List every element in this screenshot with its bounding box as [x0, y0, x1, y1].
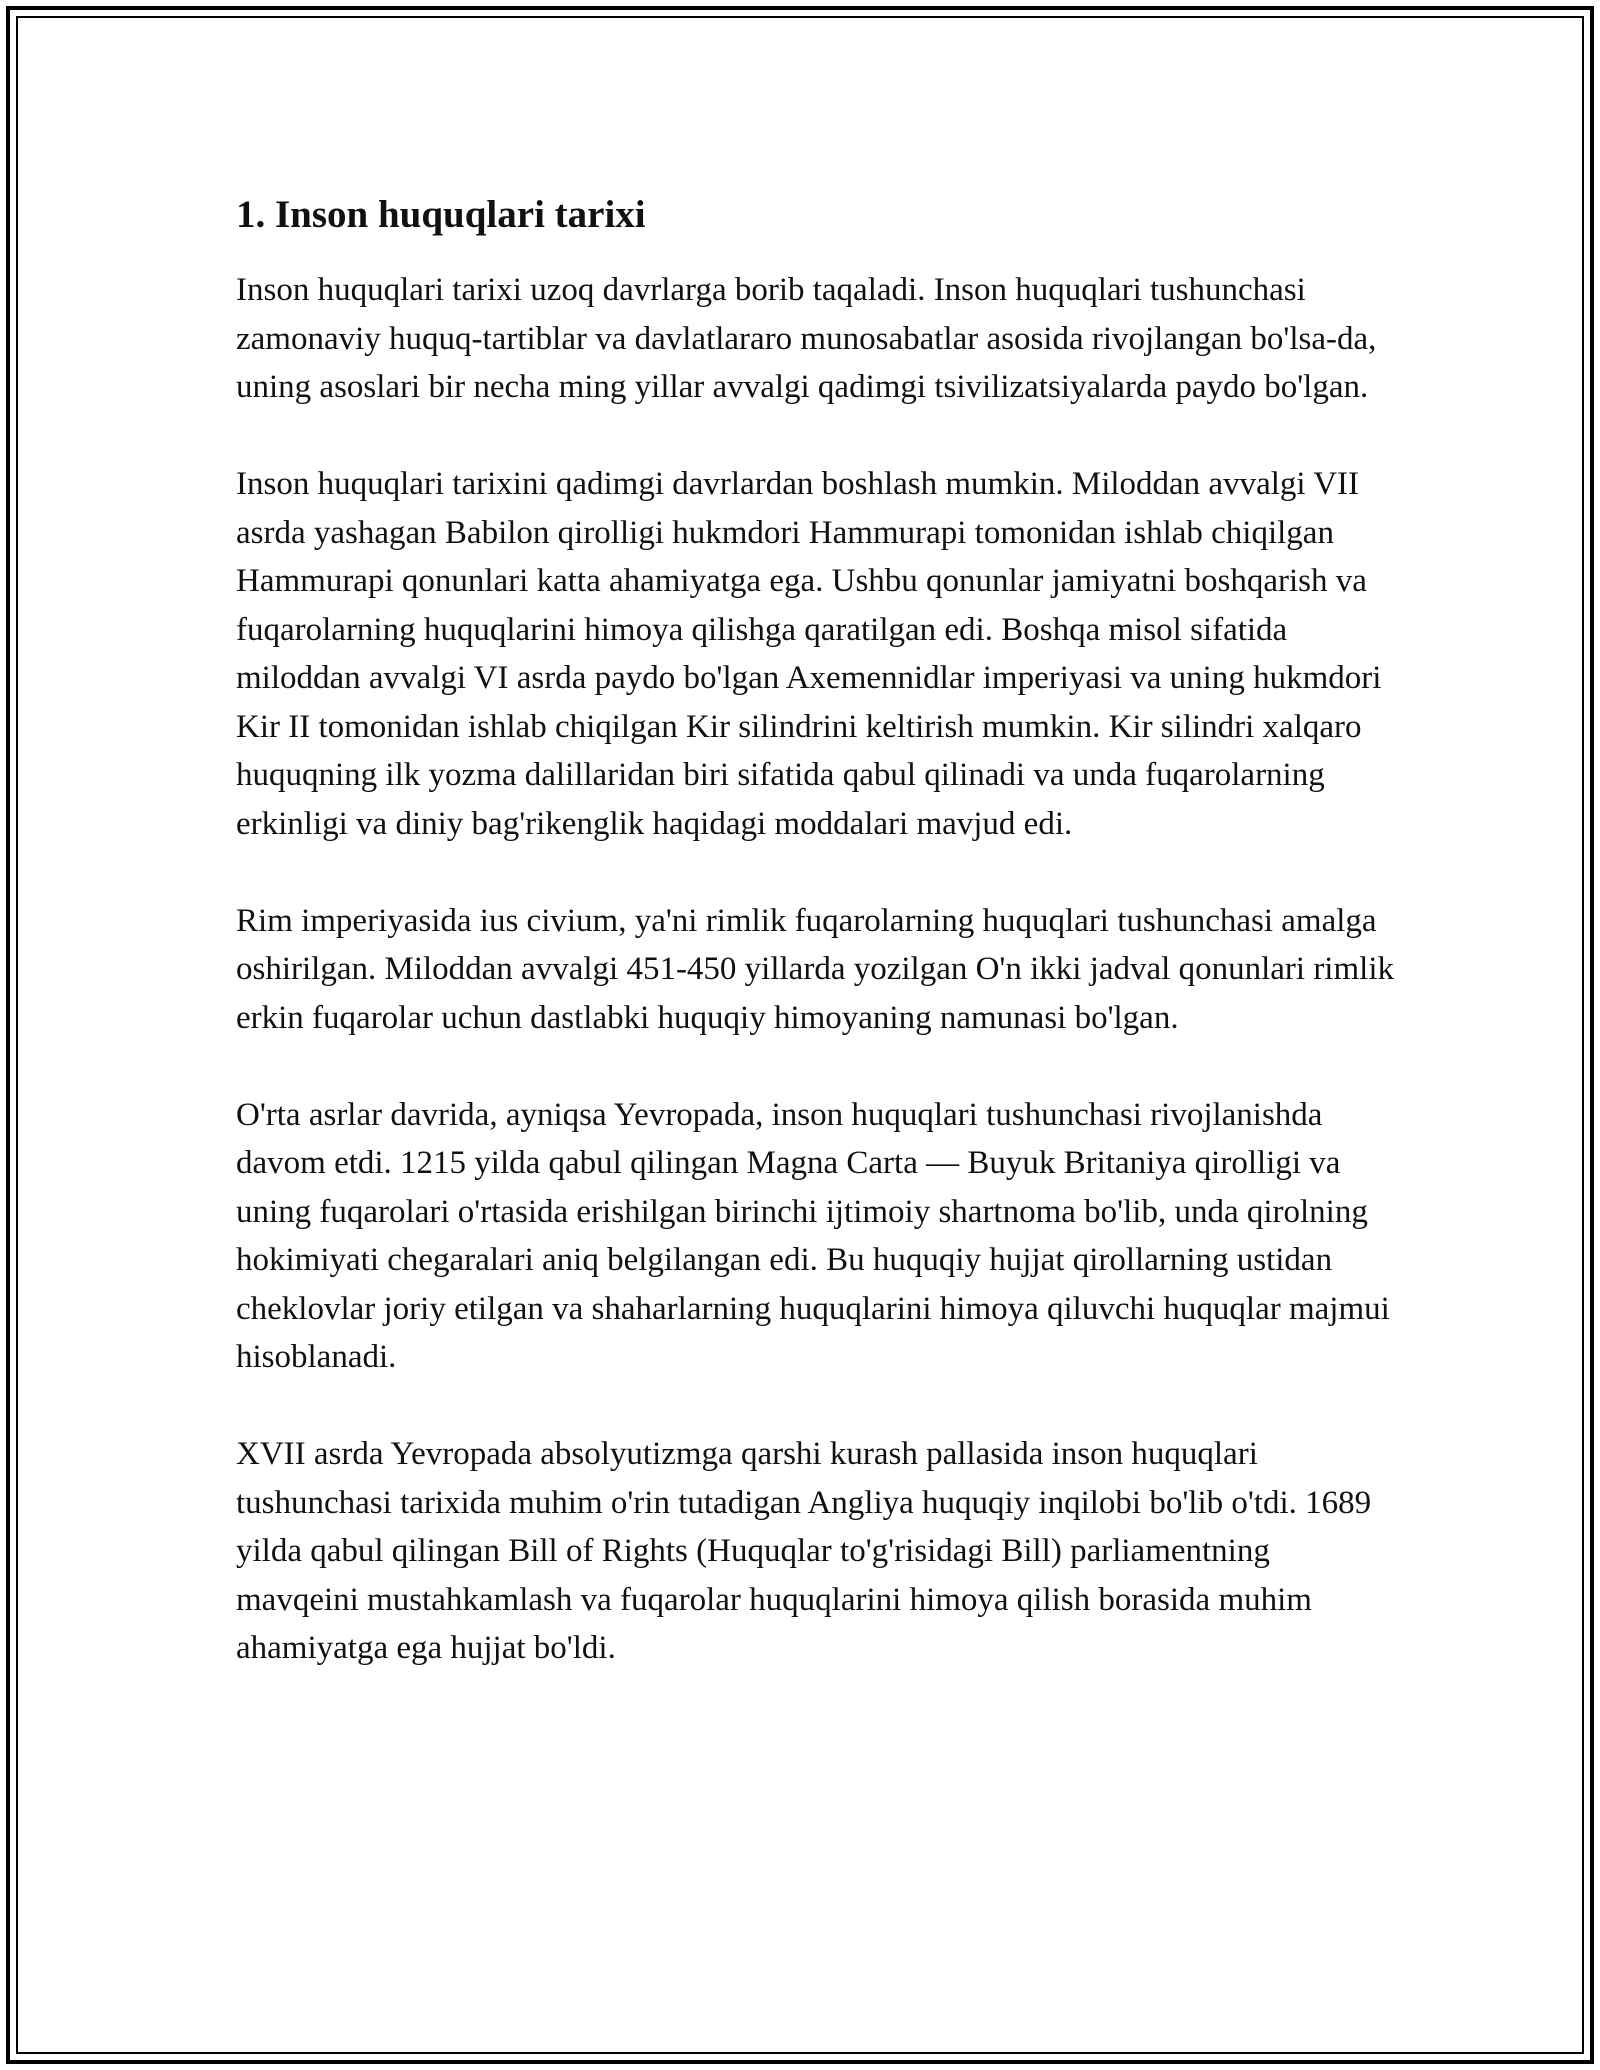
- section-heading: 1. Inson huquqlari tarixi: [236, 193, 646, 236]
- paragraph-intro: Inson huquqlari tarixi uzoq davrlarga borib taqaladi. Inson huquqlari tushunchasi zamonaviy huquq-tartiblar va davlatlararo munosabatlar asosida rivojlangan bo'lsa-da, uning asoslari bir necha ming yillar avvalgi qadimgi tsivilizatsiyalarda paydo bo'lgan.: [236, 272, 1377, 405]
- document-body: [236, 186, 1396, 1721]
- paragraph-17th-century: XVII asrda Yevropada absolyutizmga qarshi kurash pallasida inson huquqlari tushunchasi tarixida muhim o'rin tutadigan Angliya huquqiy inqilobi bo'lib o'tdi. 1689 yilda qabul qilingan Bill of Rights (Huquqlar to'g'risidagi Bill) parliamentning mavqeini mustahkamlash va fuqarolar huquqlarini himoya qilish borasida muhim ahamiyatga ega hujjat bo'ldi.: [236, 1436, 1372, 1666]
- paragraph-middle-ages: O'rta asrlar davrida, ayniqsa Yevropada, inson huquqlari tushunchasi rivojlanishda davom etdi. 1215 yilda qabul qilingan Magna Carta — Buyuk Britaniya qirolligi va uning fuqarolari o'rtasida erishilgan birinchi ijtimoiy shartnoma bo'lib, unda qirolning hokimiyati chegaralari aniq belgilangan edi. Bu huquqiy hujjat qirollarning ustidan cheklovlar joriy etilgan va shaharlarning huquqlarini himoya qiluvchi huquqlar majmui hisoblanadi.: [236, 1096, 1390, 1375]
- paragraph-rome: Rim imperiyasida ius civium, ya'ni rimlik fuqarolarning huquqlari tushunchasi amalga oshirilgan. Miloddan avvalgi 451-450 yillarda yozilgan O'n ikki jadval qonunlari rimlik erkin fuqarolar uchun dastlabki huquqiy himoyaning namunasi bo'lgan.: [236, 902, 1394, 1036]
- paragraph-ancient: Inson huquqlari tarixini qadimgi davrlardan boshlash mumkin. Miloddan avvalgi VII asrda yashagan Babilon qirolligi hukmdori Hammurapi tomonidan ishlab chiqilgan Hammurapi qonunlari katta ahamiyatga ega. Ushbu qonunlar jamiyatni boshqarish va fuqarolarning huquqlarini himoya qilishga qaratilgan edi. Boshqa misol sifatida miloddan avvalgi VI asrda paydo bo'lgan Axemennidlar imperiyasi va uning hukmdori Kir II tomonidan ishlab chiqilgan Kir silindrini keltirish mumkin. Kir silindri xalqaro huquqning ilk yozma dalillaridan biri sifatida qabul qilinadi va unda fuqarolarning erkinligi va diniy bag'rikenglik haqidagi moddalari mavjud edi.: [236, 466, 1382, 842]
